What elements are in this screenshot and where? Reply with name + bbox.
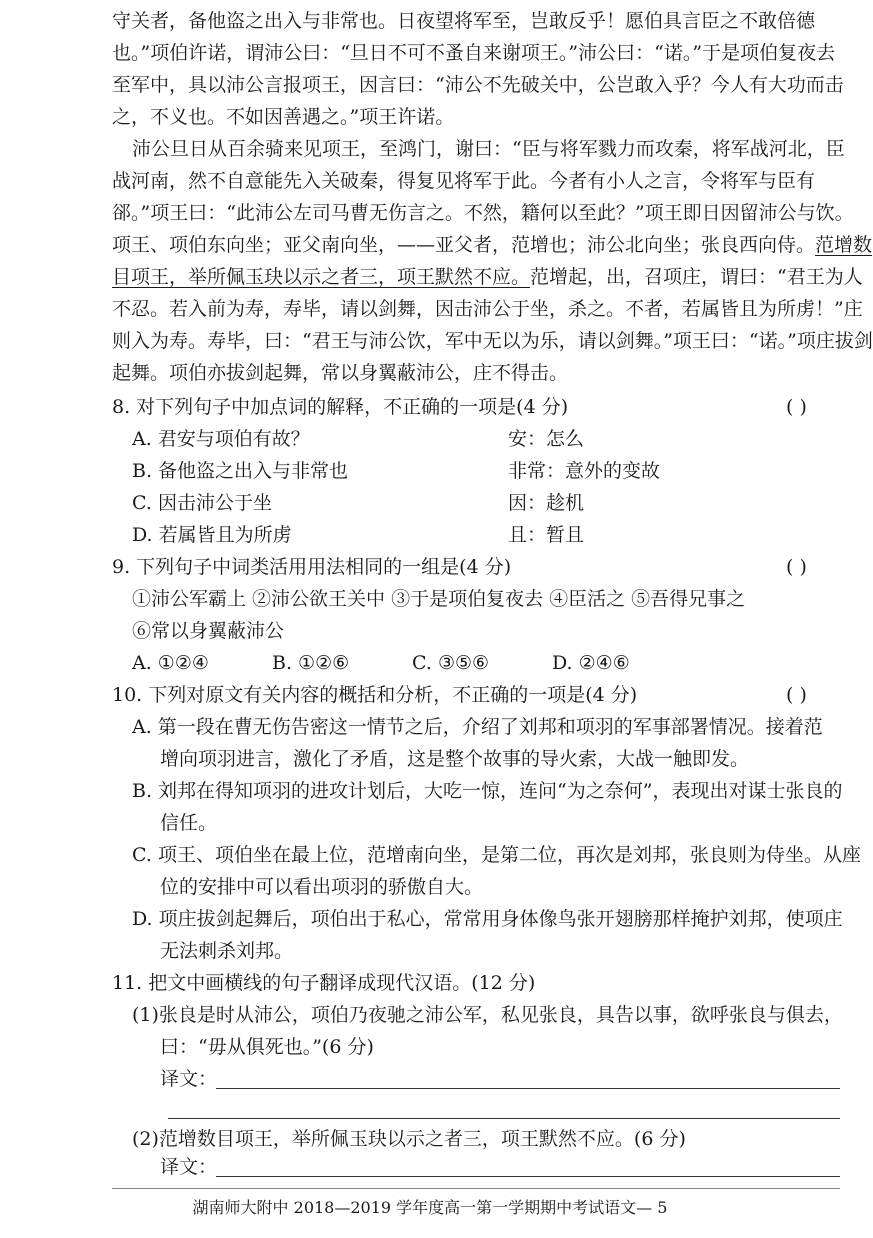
q10-option-b-cont: 信任。 bbox=[160, 812, 218, 834]
page-footer: 湖南师大附中 2018—2019 学年度高一第一学期期中考试语文— 5 bbox=[192, 1198, 668, 1217]
q10-option-d-cont: 无法刺杀刘邦。 bbox=[160, 940, 294, 962]
q9-choice-c: C. ③⑤⑥ bbox=[412, 652, 490, 674]
q11-sub1-answer-label: 译文： bbox=[160, 1068, 218, 1090]
q8-option-a-gloss: 安：怎么 bbox=[508, 428, 585, 450]
passage-line: 起舞。项伯亦拔剑起舞，常以身翼蔽沛公，庄不得击。 bbox=[112, 362, 569, 384]
q9-choice-a: A. ①②④ bbox=[132, 652, 209, 674]
q10-stem: 10. 下列对原文有关内容的概括和分析，不正确的一项是(4 分) bbox=[112, 684, 638, 706]
q9-stem: 9. 下列句子中词类活用用法相同的一组是(4 分) bbox=[112, 556, 512, 578]
passage-line: 战河南，然不自意能先入关破秦，得复见将军于此。今者有小人之言，令将军与臣有 bbox=[112, 170, 816, 192]
q9-choice-d: D. ②④⑥ bbox=[552, 652, 630, 674]
passage-line: 守关者，备他盗之出入与非常也。日夜望将军至，岂敢反乎！愿伯具言臣之不敢倍德 bbox=[112, 10, 816, 32]
passage-line: 不忍。若入前为寿，寿毕，请以剑舞，因击沛公于坐，杀之。不者，若属皆且为所虏！”庄 bbox=[112, 298, 863, 320]
passage-line bbox=[112, 262, 863, 292]
q10-answer-blank: ( ) bbox=[786, 684, 807, 706]
q11-sub1-answer-line-2[interactable] bbox=[168, 1118, 840, 1119]
q11-sub2-answer-label: 译文： bbox=[160, 1156, 218, 1178]
q9-answer-blank: ( ) bbox=[786, 556, 807, 578]
q11-sub2: (2)范增数目项王，举所佩玉玦以示之者三，项王默然不应。(6 分) bbox=[132, 1128, 686, 1150]
q9-items: ①沛公军霸上 ②沛公欲王关中 ③于是项伯复夜去 ④臣活之 ⑤吾得兄事之 bbox=[132, 588, 746, 610]
passage-line bbox=[112, 230, 873, 260]
q10-option-c-cont: 位的安排中可以看出项羽的骄傲自大。 bbox=[160, 876, 484, 898]
q11-stem: 11. 把文中画横线的句子翻译成现代汉语。(12 分) bbox=[112, 972, 536, 994]
passage-line: 之，不义也。不如因善遇之。”项王许诺。 bbox=[112, 106, 455, 128]
q9-items: ⑥常以身翼蔽沛公 bbox=[132, 620, 285, 642]
q8-stem: 8. 对下列句子中加点词的解释，不正确的一项是(4 分) bbox=[112, 396, 569, 418]
passage-line: 也。”项伯许诺，谓沛公曰：“旦日不可不蚤自来谢项王。”沛公曰：“诺。”于是项伯复夜去 bbox=[112, 42, 836, 64]
q10-option-c: C. 项王、项伯坐在最上位，范增南向坐，是第二位，再次是刘邦，张良则为侍坐。从座 bbox=[132, 844, 861, 866]
passage-line: 沛公旦日从百余骑来见项王，至鸿门，谢曰：“臣与将军戮力而攻秦，将军战河北，臣 bbox=[132, 138, 845, 160]
q11-sub1: (1)张良是时从沛公，项伯乃夜驰之沛公军，私见张良，具告以事，欲呼张良与俱去， bbox=[132, 1004, 843, 1026]
passage-line: 至军中，具以沛公言报项王，因言曰：“沛公不先破关中，公岂敢入乎？今人有大功而击 bbox=[112, 74, 844, 96]
passage-text: 项王、项伯东向坐；亚父南向坐，——亚父者，范增也；沛公北向坐；张良西向侍。 bbox=[112, 234, 816, 256]
q8-option-a: A. 君安与项伯有故？ bbox=[132, 428, 310, 450]
passage-text: 范增起，出，召项庄，谓曰：“君王为人 bbox=[530, 266, 863, 288]
q8-option-b-gloss: 非常：意外的变故 bbox=[508, 460, 661, 482]
q11-sub1-answer-line[interactable] bbox=[216, 1088, 840, 1089]
q8-option-b: B. 备他盗之出入与非常也 bbox=[132, 460, 349, 482]
footer-divider bbox=[112, 1188, 840, 1189]
passage-line: 则入为寿。寿毕，曰：“君王与沛公饮，军中无以为乐，请以剑舞。”项王曰：“诺。”项庄拔剑 bbox=[112, 330, 873, 352]
passage-line: 郤。”项王曰：“此沛公左司马曹无伤言之。不然，籍何以至此？”项王即日因留沛公与饮。 bbox=[112, 202, 854, 224]
q8-answer-blank: ( ) bbox=[786, 396, 807, 418]
q10-option-a: A. 第一段在曹无伤告密这一情节之后，介绍了刘邦和项羽的军事部署情况。接着范 bbox=[132, 716, 823, 738]
q11-sub1-cont: 曰：“毋从俱死也。”(6 分) bbox=[160, 1036, 374, 1058]
q8-option-d: D. 若属皆且为所虏 bbox=[132, 524, 292, 546]
underlined-sentence: 目项王，举所佩玉玦以示之者三，项王默然不应。 bbox=[112, 266, 531, 288]
q10-option-b: B. 刘邦在得知项羽的进攻计划后，大吃一惊，连问“为之奈何”，表现出对谋士张良的 bbox=[132, 780, 843, 802]
q8-option-c-gloss: 因：趁机 bbox=[508, 492, 585, 514]
q8-option-c: C. 因击沛公于坐 bbox=[132, 492, 272, 514]
q8-option-d-gloss: 且：暂且 bbox=[508, 524, 585, 546]
q9-choice-b: B. ①②⑥ bbox=[272, 652, 350, 674]
underlined-sentence-start: 范增数 bbox=[815, 234, 873, 256]
q10-option-a-cont: 增向项羽进言，激化了矛盾，这是整个故事的导火索，大战一触即发。 bbox=[160, 748, 750, 770]
q10-option-d: D. 项庄拔剑起舞后，项伯出于私心，常常用身体像鸟张开翅膀那样掩护刘邦，使项庄 bbox=[132, 908, 843, 930]
q11-sub2-answer-line[interactable] bbox=[216, 1176, 840, 1177]
